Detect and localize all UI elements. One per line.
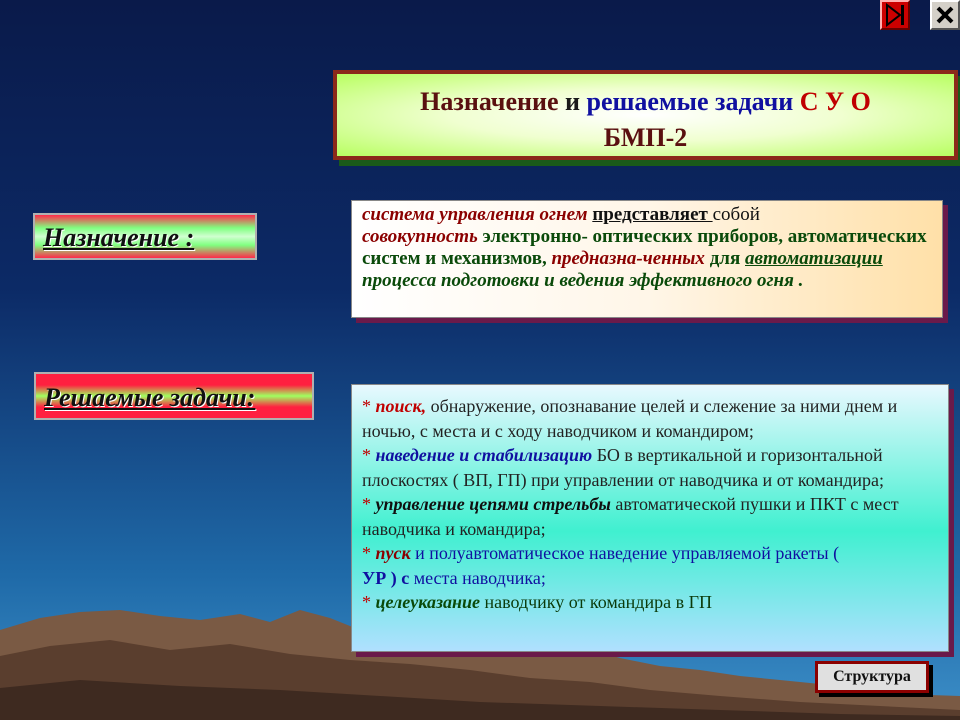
task-item [362, 541, 938, 590]
structure-button[interactable]: Структура [815, 661, 929, 693]
purpose-description [351, 200, 943, 318]
slide-title [333, 70, 958, 160]
title-part-purpose: Назначение [420, 87, 559, 116]
task-bullet: * [362, 543, 371, 563]
desc-segment: система управления огнем [362, 204, 593, 225]
desc-segment: совокупность [362, 226, 483, 247]
tasks-label: Решаемые задачи: [34, 372, 314, 420]
close-icon [932, 2, 958, 28]
title-part-bmp: БМП-2 [603, 123, 688, 152]
task-key: целеуказание [371, 592, 480, 612]
desc-segment: для [709, 248, 745, 269]
task-item [362, 394, 938, 443]
purpose-label: Назначение : [33, 213, 257, 260]
desc-segment: автоматизации [745, 248, 883, 269]
tasks-list [351, 384, 949, 652]
desc-segment: собой [712, 204, 760, 225]
task-bullet: * [362, 445, 371, 465]
task-text: автоматической пушки и ПКТ с мест наводчика и командира; [362, 494, 899, 539]
desc-segment: процесса подготовки и ведения эффективного огня . [362, 270, 804, 291]
play-to-end-button[interactable] [880, 0, 910, 30]
task-bullet: * [362, 396, 371, 416]
task-text: обнаружение, опознавание целей и слежение за ними днем и ночью, с места и с ходу наводчиком и командиром; [362, 396, 898, 441]
task-text: БО в вертикальной и горизонтальной плоскостях ( ВП, ГП) при управлении от наводчика и от командира; [362, 445, 884, 490]
desc-segment: предназна-ченных [551, 248, 710, 269]
task-item [362, 492, 938, 541]
task-key: управление цепями стрельбы [371, 494, 611, 514]
task-text: наводчику от командира в ГП [479, 592, 712, 612]
play-to-end-icon [882, 2, 908, 28]
title-part-tasks: решаемые задачи [586, 87, 794, 116]
task-key: УР ) с [362, 567, 410, 588]
task-key: пуск [371, 543, 411, 563]
task-text: места наводчика; [409, 567, 546, 588]
desc-segment: представляет [592, 204, 713, 225]
close-button[interactable] [930, 0, 960, 30]
task-bullet: * [362, 592, 371, 612]
title-part-suo: С У О [793, 87, 871, 116]
task-key: поиск, [371, 396, 427, 416]
task-bullet: * [362, 494, 371, 514]
desc-segment: электронно- оптических приборов, автоматических систем и механизмов, [362, 226, 927, 269]
task-text: и полуавтоматическое наведение управляемой ракеты ( [410, 543, 840, 563]
task-item [362, 443, 938, 492]
task-key: наведение и стабилизацию [371, 445, 593, 465]
title-part-and: и [558, 87, 587, 116]
task-item [362, 590, 938, 615]
